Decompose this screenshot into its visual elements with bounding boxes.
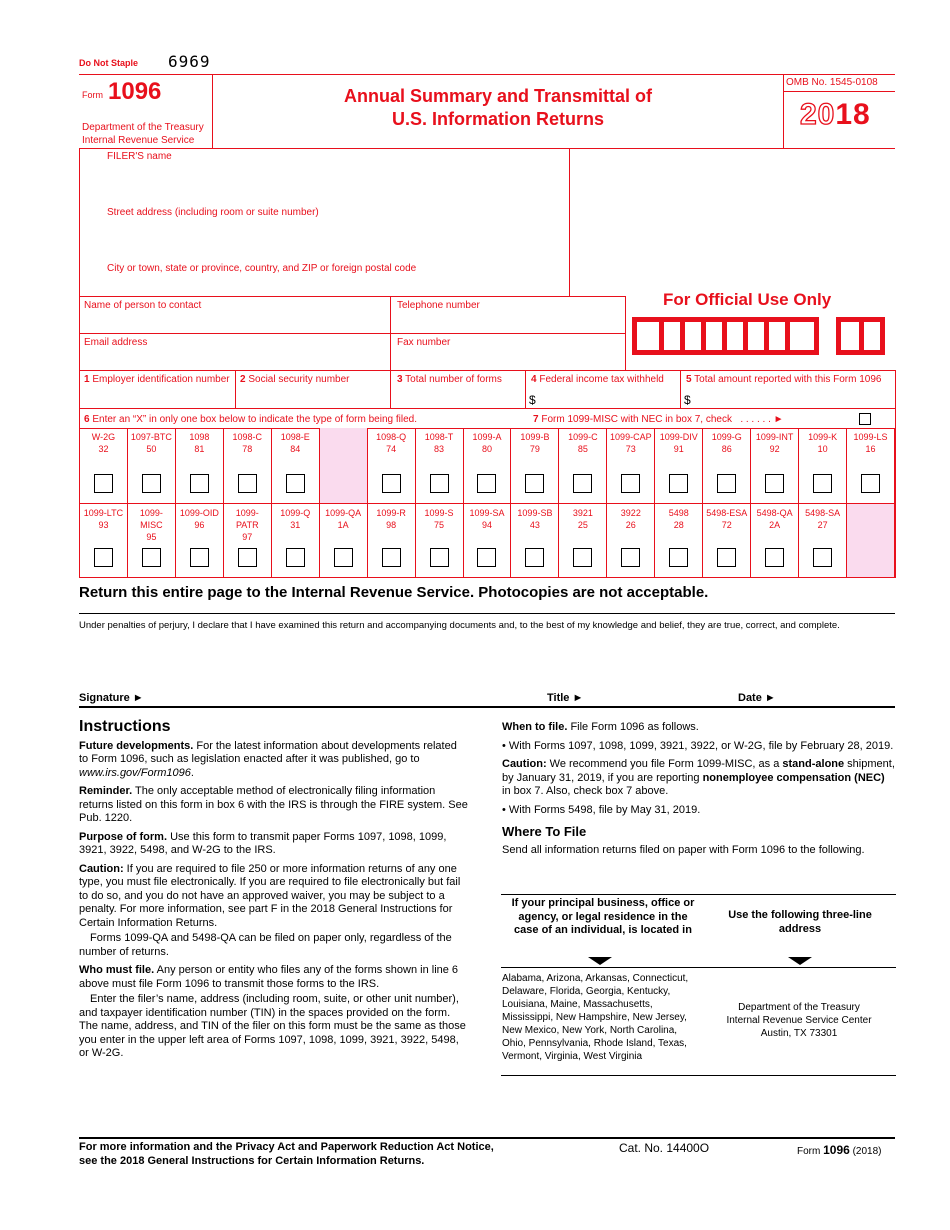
- form-type-name: 1099-SA: [469, 508, 505, 518]
- form-type-checkbox[interactable]: [142, 474, 161, 493]
- caution-misc-text-3: in box 7. Also, check box 7 above.: [502, 785, 669, 797]
- form-type-checkbox[interactable]: [382, 548, 401, 567]
- form-type-checkbox[interactable]: [621, 474, 640, 493]
- footer-form-id: [797, 1143, 882, 1157]
- form-type-checkbox[interactable]: [477, 548, 496, 567]
- instructions-heading: Instructions: [79, 718, 171, 735]
- grid-mid-border: [79, 503, 895, 504]
- form-type-cell: [320, 504, 368, 577]
- notice-divider: [79, 613, 895, 614]
- future-end: .: [190, 766, 194, 779]
- box-1-text: Employer identification number: [92, 374, 230, 385]
- form-type-name: 1099-K: [808, 432, 838, 442]
- form-type-checkbox[interactable]: [238, 474, 257, 493]
- form-type-checkbox[interactable]: [525, 474, 544, 493]
- where-to-file-heading: Where To File: [502, 824, 587, 839]
- form-type-cell: [799, 428, 847, 503]
- form-type-name: 1098-T: [424, 432, 454, 442]
- perjury-statement: Under penalties of perjury, I declare that I have examined this return and accompanying documents and, to the best of my knowledge and belief, they are true, correct, and complete.: [79, 620, 840, 631]
- form-type-cell: [655, 504, 703, 577]
- form-type-checkbox[interactable]: [669, 548, 688, 567]
- form-type-checkbox[interactable]: [286, 474, 305, 493]
- filer-right-border: [569, 148, 570, 296]
- form-type-code: 78: [242, 444, 253, 454]
- form-type-code: 98: [386, 520, 397, 530]
- box-5-label: [686, 374, 882, 385]
- when-text: File Form 1096 as follows.: [567, 721, 699, 733]
- form-type-cell: [847, 428, 895, 503]
- address-line-2: Internal Revenue Service Center: [726, 1015, 872, 1026]
- catalog-number: Cat. No. 14400O: [619, 1141, 710, 1155]
- form-type-name: 5498-ESA: [706, 508, 748, 518]
- when-heading: When to file.: [502, 721, 568, 733]
- contact-right-border: [625, 296, 626, 370]
- tax-year-prefix: 20: [800, 98, 836, 131]
- form-type-name: 1099-OID: [179, 508, 219, 518]
- form-type-cell: [799, 504, 847, 577]
- form-type-name: 1099-C: [568, 432, 598, 442]
- form-type-cell: [847, 504, 895, 577]
- form-type-code: 10: [817, 444, 828, 454]
- form-type-checkbox[interactable]: [765, 474, 784, 493]
- form-type-name: 1099-LS: [853, 432, 888, 442]
- footer-form-year: (2018): [849, 1146, 882, 1157]
- box-7-label: [533, 414, 784, 425]
- form-type-checkbox[interactable]: [717, 474, 736, 493]
- form-type-checkbox[interactable]: [765, 548, 784, 567]
- when-bullet-2: • With Forms 5498, file by May 31, 2019.: [502, 803, 701, 816]
- form-type-checkbox[interactable]: [382, 474, 401, 493]
- form-type-checkbox[interactable]: [430, 548, 449, 567]
- when-bullet-1: • With Forms 1097, 1098, 1099, 3921, 3922, or W-2G, file by February 28, 2019.: [502, 739, 894, 752]
- official-use-box: [859, 317, 885, 355]
- form-type-name: 1099-INT: [755, 432, 794, 442]
- box-7-text: Form 1099-MISC with NEC in box 7, check: [541, 414, 732, 425]
- form-type-cell: [607, 428, 655, 503]
- form-type-cell: [559, 504, 607, 577]
- form-type-checkbox[interactable]: [525, 548, 544, 567]
- enter-filer-info: Enter the filer’s name, address (including room, suite, or other unit number), and taxpayer identification number (TIN) in the spaces provided on the form. The name, address, and TIN of the filer on this form must be the same as those you enter in the upper left area of Forms 1097, 1098, 1099, 3921, 3922, 5498, or W-2G.: [79, 993, 466, 1059]
- where-col-1-heading: If your principal business, office or agency, or legal residence in the case of an individual, is located in: [511, 897, 695, 936]
- purpose-heading: Purpose of form.: [79, 830, 168, 843]
- form-type-name: W-2G: [91, 432, 116, 442]
- form-type-code: 50: [146, 444, 157, 454]
- form-type-name: 1098-E: [280, 432, 310, 442]
- form-type-cell: [176, 504, 224, 577]
- down-arrow-icon: [788, 957, 812, 965]
- form-type-checkbox[interactable]: [142, 548, 161, 567]
- form-type-name: 1097-BTC: [130, 432, 172, 442]
- qa-note: Forms 1099-QA and 5498-QA can be filed on paper only, regardless of the number of returns.: [79, 932, 452, 958]
- form-type-code: 85: [577, 444, 588, 454]
- where-table-bottom-border: [501, 1075, 896, 1076]
- caution-misc-heading: Caution:: [502, 758, 547, 770]
- form-type-code: 93: [98, 520, 109, 530]
- instructions-left-column: [79, 720, 469, 1066]
- form-type-checkbox[interactable]: [717, 548, 736, 567]
- form-label: Form: [82, 90, 103, 100]
- when-to-file: [502, 721, 895, 735]
- email-label: Email address: [84, 337, 148, 348]
- form-type-code: 84: [290, 444, 301, 454]
- where-table-top-border: [501, 894, 896, 895]
- contact-top-border: [79, 296, 625, 297]
- form-type-cell: [655, 428, 703, 503]
- box-4-dollar-sign: $: [529, 393, 536, 407]
- address-line-1: Department of the Treasury: [738, 1002, 860, 1013]
- form-type-code: 74: [386, 444, 397, 454]
- box-2-text: Social security number: [248, 374, 350, 385]
- form-type-cell: [272, 428, 320, 503]
- form-type-cell: [511, 504, 559, 577]
- form-type-cell: [368, 428, 416, 503]
- form-type-code: 25: [577, 520, 588, 530]
- who-heading: Who must file.: [79, 964, 155, 976]
- reminder-text: The only acceptable method of electronically filing information returns listed on this form in box 6 with the IRS is through the FIRE system. See Pub. 1220.: [79, 785, 468, 824]
- caution-misc-text-2: shipment, by January 31, 2019, if you are reporting: [502, 758, 895, 784]
- form-type-checkbox[interactable]: [190, 548, 209, 567]
- city-label: City or town, state or province, country, and ZIP or foreign postal code: [107, 263, 417, 274]
- form-type-code: 80: [481, 444, 492, 454]
- box-3-text: Total number of forms: [405, 374, 502, 385]
- title-label: Title ►: [547, 692, 584, 704]
- form-type-cell: [368, 504, 416, 577]
- telephone-label: Telephone number: [397, 300, 480, 311]
- form-type-checkbox[interactable]: [286, 548, 305, 567]
- box-7-leader: . . . . . . ►: [740, 414, 784, 425]
- caution-misc-text-1: We recommend you file Form 1099-MISC, as a: [546, 758, 783, 770]
- form-type-cell: [464, 428, 512, 503]
- form-type-code: 28: [673, 520, 684, 530]
- who-must-file: [79, 964, 469, 991]
- footer-privacy-notice: [79, 1141, 494, 1168]
- official-use-box: [785, 317, 819, 355]
- form-type-cell: [607, 504, 655, 577]
- where-to-file-text: Send all information returns filed on paper with Form 1096 to the following.: [502, 843, 865, 856]
- nec-text: nonemployee compensation (NEC): [702, 771, 885, 784]
- filer-name-label: FILER'S name: [107, 151, 172, 162]
- form-type-name: 1099- PATR: [235, 508, 259, 530]
- form-type-cell: [559, 428, 607, 503]
- do-not-staple-note: Do Not Staple: [79, 58, 139, 68]
- box-1-number: 1: [84, 374, 90, 385]
- down-arrow-icon: [588, 957, 612, 965]
- box-4-text: Federal income tax withheld: [539, 374, 664, 385]
- future-text: For the latest information about developments related to Form 1096, such as legislation enacted after it was published, go to: [79, 739, 457, 765]
- box-6-top-border: [79, 408, 895, 409]
- form-type-checkbox[interactable]: [861, 474, 880, 493]
- form-type-name: 1099-R: [376, 508, 406, 518]
- caution-text: If you are required to file 250 or more information returns of any one type, you must file electronically. If you are required to file electronically but fail to do so, and you do not have an approved waiver, you may be subject to a penalty. For more information, see part F in the 2018 General Instructions for Certain Information Returns.: [79, 862, 461, 929]
- tax-year-suffix: 18: [835, 98, 871, 131]
- form-type-cell: [320, 428, 368, 503]
- street-address-label: Street address (including room or suite number): [107, 207, 319, 218]
- form-type-code: 86: [721, 444, 732, 454]
- form-type-cell: [128, 504, 176, 577]
- purpose-text: Use this form to transmit paper Forms 1097, 1098, 1099, 3921, 3922, 5498, and W-2G to the IRS.: [79, 830, 447, 856]
- form-type-name: 1099-B: [520, 432, 550, 442]
- form-type-name: 1099-CAP: [610, 432, 652, 442]
- box-divider: [525, 370, 526, 408]
- irs-address: [712, 1001, 886, 1040]
- form-type-name: 5498-QA: [756, 508, 793, 518]
- form-right-border: [895, 370, 896, 578]
- form-number: 1096: [108, 78, 162, 105]
- form-type-name: 5498: [668, 508, 689, 518]
- where-col-2-heading: Use the following three-line address: [728, 909, 872, 935]
- tax-year: [800, 98, 871, 132]
- form-type-cell: [751, 428, 799, 503]
- form-type-code: 95: [146, 532, 157, 542]
- form-type-cell: [703, 504, 751, 577]
- form-type-checkbox[interactable]: [430, 474, 449, 493]
- box-3-number: 3: [397, 374, 403, 385]
- form-title-line-2: U.S. Information Returns: [391, 109, 604, 129]
- form-type-code: 2A: [769, 520, 781, 530]
- form-type-checkbox[interactable]: [573, 548, 592, 567]
- caution-misc: [502, 758, 895, 799]
- form-type-name: 3922: [620, 508, 641, 518]
- date-label: Date ►: [738, 692, 776, 704]
- official-use-heading: For Official Use Only: [663, 290, 832, 309]
- box-4-number: 4: [531, 374, 537, 385]
- reminder-heading: Reminder.: [79, 785, 133, 797]
- box-6-number: 6: [84, 414, 90, 425]
- box-6-text: Enter an “X” in only one box below to indicate the type of form being filed.: [92, 414, 417, 425]
- box-6-label: [84, 414, 417, 425]
- form-type-cell: [224, 428, 272, 503]
- form-type-name: 1099-DIV: [659, 432, 698, 442]
- form-type-code: 75: [434, 520, 445, 530]
- form-type-cell: [80, 504, 128, 577]
- form-type-code: 83: [434, 444, 445, 454]
- form-type-cell: [128, 428, 176, 503]
- form-type-cell: [751, 504, 799, 577]
- form-type-checkbox[interactable]: [573, 474, 592, 493]
- box-4-label: [531, 374, 664, 385]
- instructions-right-column: [502, 721, 895, 862]
- form-type-code: 91: [673, 444, 684, 454]
- form-type-name: 1098-C: [232, 432, 263, 442]
- who-text: Any person or entity who files any of the forms shown in line 6 above must file Form 1096 to transmit those forms to the IRS.: [79, 964, 459, 990]
- form-type-cell: [511, 428, 559, 503]
- box-2-label: [240, 374, 350, 385]
- box-divider: [235, 370, 236, 408]
- form-type-code: 73: [625, 444, 636, 454]
- form-type-code: 72: [721, 520, 732, 530]
- form-type-checkbox[interactable]: [334, 548, 353, 567]
- form-type-name: 1099- MISC: [139, 508, 163, 530]
- grid-bottom-border: [79, 577, 895, 578]
- form-type-code: 94: [481, 520, 492, 530]
- form-type-code: 43: [529, 520, 540, 530]
- form-type-code: 97: [242, 532, 253, 542]
- box-7-checkbox[interactable]: [859, 413, 871, 425]
- reminder: [79, 785, 469, 826]
- box-5-text: Total amount reported with this Form 1096: [694, 374, 882, 385]
- form-type-name: 5498-SA: [805, 508, 841, 518]
- signature-line: [79, 706, 895, 708]
- form-type-cell: [272, 504, 320, 577]
- form-type-code: 79: [529, 444, 540, 454]
- department-line-1: Department of the Treasury: [82, 122, 204, 133]
- form-type-code: 81: [194, 444, 205, 454]
- form-type-name: 1098: [189, 432, 210, 442]
- states-list: Alabama, Arizona, Arkansas, Connecticut, Delaware, Florida, Georgia, Kentucky, Louisiana, Maine, Massachusetts, Mississippi, New Hampshire, New Jersey, New Mexico, New York, North Carolina, Ohio, Pennsylvania, Rhode Island, Texas, Vermont, Virginia, West Virginia: [502, 973, 689, 1062]
- address-line-3: Austin, TX 73301: [760, 1028, 838, 1039]
- form-type-checkbox[interactable]: [813, 548, 832, 567]
- form-type-cell: [416, 504, 464, 577]
- form-type-cell: [80, 428, 128, 503]
- form-title-line-1: Annual Summary and Transmittal of: [343, 86, 653, 106]
- purpose-of-form: [79, 831, 469, 858]
- box-2-number: 2: [240, 374, 246, 385]
- box-1-label: [84, 374, 230, 385]
- box-divider: [680, 370, 681, 408]
- contact-name-label: Name of person to contact: [84, 300, 202, 311]
- footer-line-2: see the 2018 General Instructions for Certain Information Returns.: [79, 1154, 425, 1167]
- form-type-code: 1A: [337, 520, 349, 530]
- footer-divider: [79, 1137, 895, 1139]
- form-type-checkbox[interactable]: [190, 474, 209, 493]
- form-type-code: 26: [625, 520, 636, 530]
- footer-line-1: For more information and the Privacy Act and Paperwork Reduction Act Notice,: [79, 1141, 494, 1153]
- form-type-name: 1099-LTC: [83, 508, 124, 518]
- form-type-checkbox[interactable]: [238, 548, 257, 567]
- form-type-cell: [416, 428, 464, 503]
- form-type-checkbox[interactable]: [621, 548, 640, 567]
- form-type-checkbox[interactable]: [94, 548, 113, 567]
- form-type-code: 92: [769, 444, 780, 454]
- form-type-cell: [176, 428, 224, 503]
- contact-mid-border: [79, 333, 625, 334]
- form-type-cell: [703, 428, 751, 503]
- fax-label: Fax number: [397, 337, 451, 348]
- stand-alone-text: stand-alone: [782, 758, 845, 770]
- form-type-name: 1099-SB: [517, 508, 553, 518]
- form-type-code: 32: [98, 444, 109, 454]
- box-5-number: 5: [686, 374, 692, 385]
- omb-divider: [783, 91, 895, 92]
- box-3-label: [397, 374, 502, 385]
- boxes-top-border: [79, 370, 895, 371]
- form-type-code: 31: [290, 520, 301, 530]
- return-notice: Return this entire page to the Internal Revenue Service. Photocopies are not acceptable.: [79, 584, 709, 601]
- form-type-name: 3921: [572, 508, 593, 518]
- form-type-name: 1098-Q: [376, 432, 407, 442]
- future-developments: [79, 740, 469, 781]
- caution-heading: Caution:: [79, 862, 124, 875]
- future-heading: Future developments.: [79, 739, 194, 752]
- caution: [79, 863, 469, 931]
- form-type-code: 16: [865, 444, 876, 454]
- where-table-header-border: [501, 967, 896, 968]
- signature-label: Signature ►: [79, 692, 144, 704]
- form-type-code: 27: [817, 520, 828, 530]
- form-type-cell: [224, 504, 272, 577]
- form-type-name: 1099-A: [472, 432, 502, 442]
- form-type-checkbox[interactable]: [94, 474, 113, 493]
- department-line-2: Internal Revenue Service: [82, 135, 195, 146]
- footer-form-number: 1096: [823, 1143, 850, 1157]
- box-divider: [390, 370, 391, 408]
- form-type-cell: [464, 504, 512, 577]
- box-5-dollar-sign: $: [684, 393, 691, 407]
- form-code-number: 6969: [168, 52, 211, 71]
- form-type-name: 1099-S: [424, 508, 454, 518]
- box-7-number: 7: [533, 414, 539, 425]
- form-type-name: 1099-G: [711, 432, 742, 442]
- form-type-checkbox[interactable]: [813, 474, 832, 493]
- form-type-checkbox[interactable]: [669, 474, 688, 493]
- filer-top-border: [79, 148, 895, 149]
- irs-link[interactable]: www.irs.gov/Form1096: [79, 766, 191, 779]
- form-type-name: 1099-QA: [325, 508, 362, 518]
- omb-number: OMB No. 1545-0108: [786, 77, 878, 88]
- form-type-name: 1099-Q: [280, 508, 311, 518]
- form-type-code: 96: [194, 520, 205, 530]
- footer-form-word: Form: [797, 1146, 824, 1157]
- form-type-checkbox[interactable]: [477, 474, 496, 493]
